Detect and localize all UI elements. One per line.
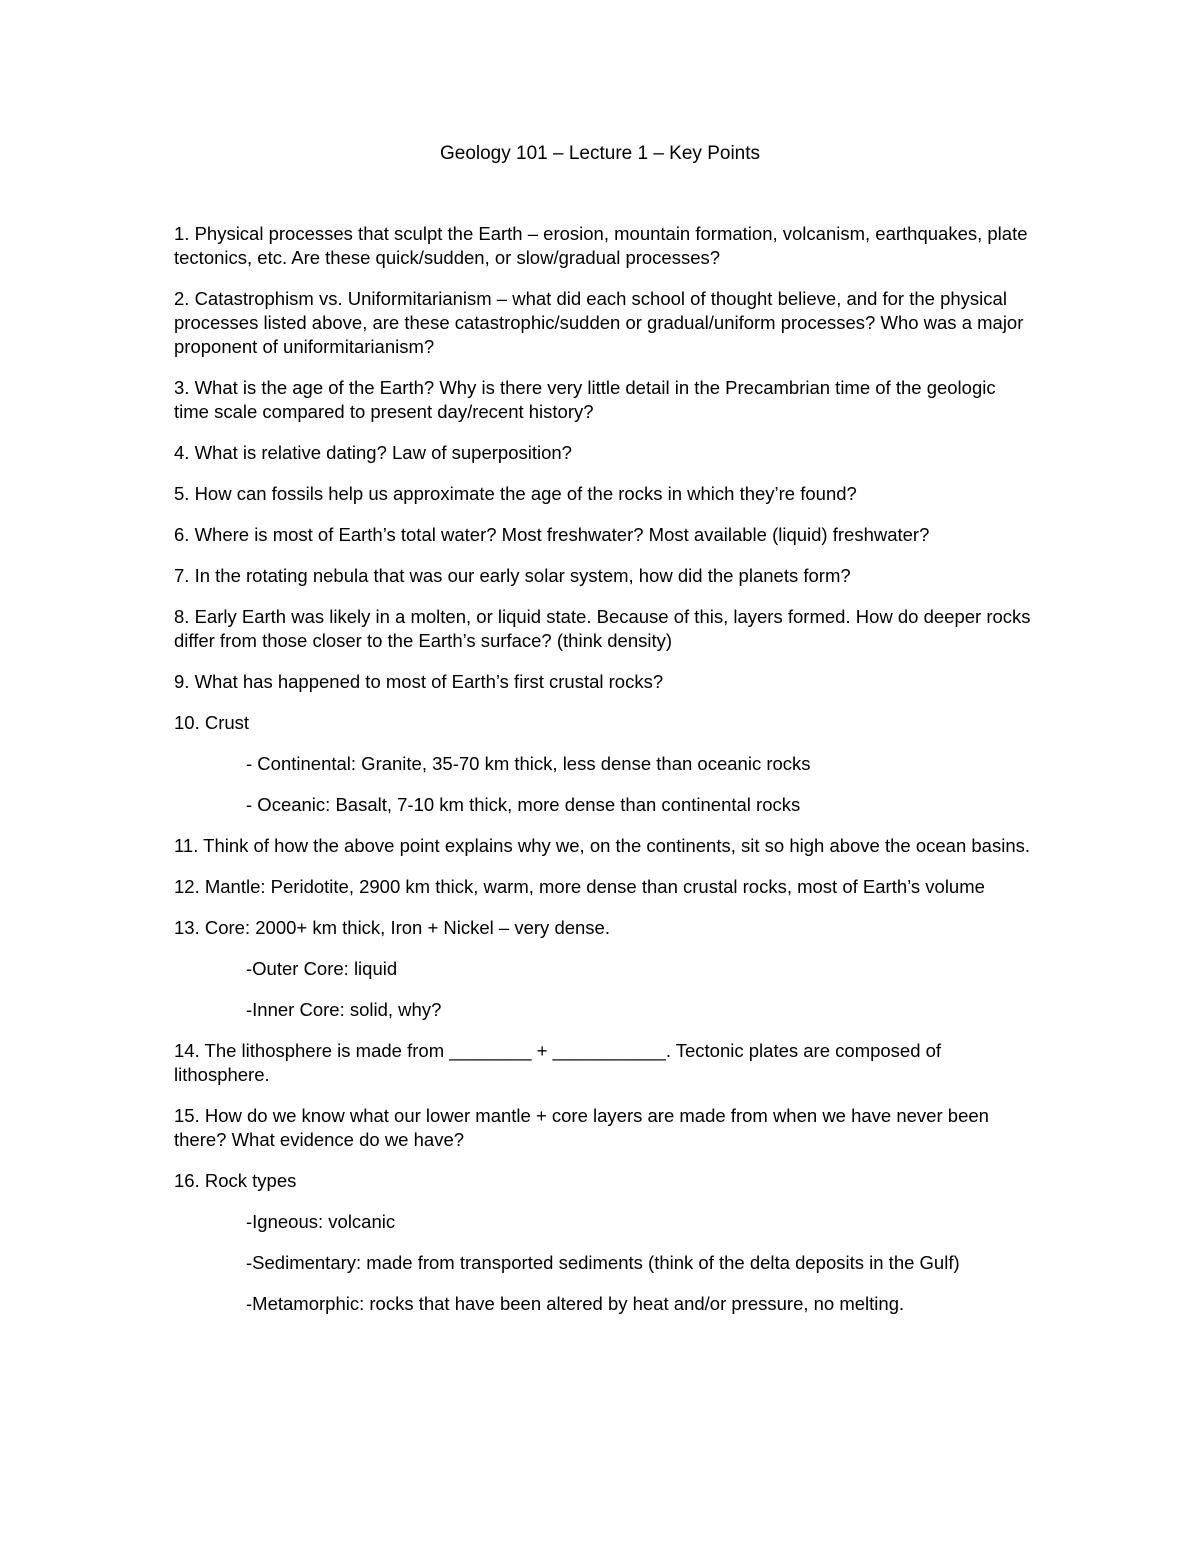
key-point: 3. What is the age of the Earth? Why is there very little detail in the Precambrian time of the geologic time scale compared to present day/recent history? — [174, 377, 996, 422]
key-point: 4. What is relative dating? Law of superposition? — [174, 442, 572, 463]
key-point: 9. What has happened to most of Earth’s first crustal rocks? — [174, 671, 664, 692]
key-point: 10. Crust — [174, 712, 250, 733]
key-point: 2. Catastrophism vs. Uniformitarianism – what did each school of thought believe, and for the physical processes listed above, are these catastrophic/sudden or gradual/uniform processes? Who was a major proponent of uniformitarianism? — [174, 288, 1024, 357]
key-point: 16. Rock types — [174, 1170, 297, 1191]
key-point: 7. In the rotating nebula that was our early solar system, how did the planets form? — [174, 565, 851, 586]
key-point: 15. How do we know what our lower mantle + core layers are made from when we have never been there? What evidence do we have? — [174, 1105, 989, 1150]
key-points-list — [174, 222, 1034, 1333]
key-point: 1. Physical processes that sculpt the Earth – erosion, mountain formation, volcanism, earthquakes, plate tectonics, etc. Are these quick/sudden, or slow/gradual processes? — [174, 223, 1028, 268]
sub-point: -Igneous: volcanic — [246, 1211, 396, 1232]
key-point: 11. Think of how the above point explains why we, on the continents, sit so high above the ocean basins. — [174, 835, 1031, 856]
sub-point: -Inner Core: solid, why? — [246, 999, 442, 1020]
sub-point: -Outer Core: liquid — [246, 958, 398, 979]
sub-point: -Metamorphic: rocks that have been altered by heat and/or pressure, no melting. — [246, 1293, 905, 1314]
sub-point: - Oceanic: Basalt, 7-10 km thick, more dense than continental rocks — [246, 794, 801, 815]
key-point: 5. How can fossils help us approximate the age of the rocks in which they’re found? — [174, 483, 857, 504]
key-point: 13. Core: 2000+ km thick, Iron + Nickel – very dense. — [174, 917, 610, 938]
sub-point: - Continental: Granite, 35-70 km thick, less dense than oceanic rocks — [246, 753, 811, 774]
key-point: 12. Mantle: Peridotite, 2900 km thick, warm, more dense than crustal rocks, most of Earth’s volume — [174, 876, 985, 897]
key-point: 6. Where is most of Earth’s total water? Most freshwater? Most available (liquid) freshwater? — [174, 524, 930, 545]
key-point: 14. The lithosphere is made from ________ + ___________. Tectonic plates are composed of lithosphere. — [174, 1040, 942, 1085]
sub-point: -Sedimentary: made from transported sediments (think of the delta deposits in the Gulf) — [246, 1252, 960, 1273]
document-title: Geology 101 – Lecture 1 – Key Points — [439, 143, 761, 164]
key-point: 8. Early Earth was likely in a molten, or liquid state. Because of this, layers formed. How do deeper rocks differ from those closer to the Earth’s surface? (think density) — [174, 606, 1031, 651]
